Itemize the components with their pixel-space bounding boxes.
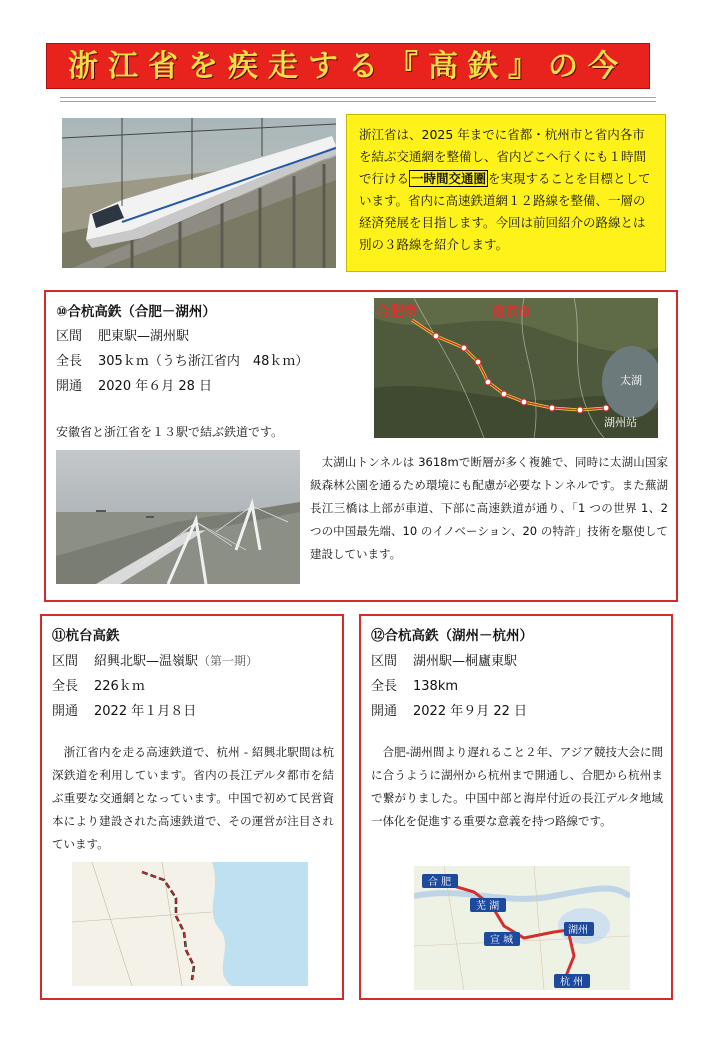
intro-keyword: 一時間交通圏 [411,171,487,186]
route-11-map [72,862,308,986]
value: 226ｋｍ [94,679,145,694]
map-label-hefei-city: 合肥市 [376,304,418,320]
intro-text-box [346,114,666,272]
route-12-open-row [371,700,527,719]
label: 全長 [56,354,83,369]
map-label-xuancheng: 宣 城 [490,935,514,946]
page-title: 浙江省を疾走する『高鉄』の今 [68,49,628,84]
label: 開通 [56,379,83,394]
route-11-length-row [52,675,145,694]
route-12-description: 合肥-湖州間より遅れること２年、アジア競技大会に間に合うように湖州から杭州まで開通し、合肥から杭州まで繋がりました。中国中部と海岸付近の長江デルタ地域一体化を促進する重要な意義を持つ路線です。 [371,745,663,828]
route-10-description: 太湖山トンネルは 3618mで断層が多く複雑で、同時に太湖山国家級森林公園を通るため環境にも配慮が必要なトンネルです。また蕪湖長江三橋は上部が車道、下部に高速鉄道が通り、「1 つの世界 1、2 つの中国最先端、10 のイノベーション、20 の特許」技術を駆使して建設しています。 [310,455,668,561]
route-10-length-row [56,350,308,369]
intro-text-cont: を実現することを目標としています。省内に高速鉄道網１２路線を整備、一層の経済発展を目指します。今回は前回紹介の路線とは別の３路線を紹介します。 [359,171,651,252]
label: 全長 [371,679,398,694]
map-label-hefei: 合 肥 [428,877,452,888]
route-12-title: ⑫合杭高鉄（湖州－杭州） [371,628,533,644]
value: 2022 年９月 22 日 [413,704,528,719]
route-10-open-row [56,375,212,394]
label: 区間 [52,654,79,669]
map-label-huzhou: 湖州 [568,925,588,936]
divider-line [60,101,656,102]
bridge-photo [56,450,300,584]
route-10-title: ⑩合杭高鉄（合肥－湖州） [56,304,216,320]
label: 全長 [52,679,79,694]
divider-line [60,97,656,98]
route-12-map [414,866,630,990]
route-11-section-row [52,650,258,669]
label: 開通 [52,704,79,719]
map-label-nanjing-city: 南京市 [492,305,532,320]
map-label-wuhu: 芜 湖 [476,901,500,912]
value: 肥東駅—湖州駅 [98,329,190,344]
label: 区間 [56,329,83,344]
section-note: （第一期） [198,654,259,668]
label: 区間 [371,654,398,669]
value: 紹興北駅—温嶺駅 [94,654,199,669]
route-12-section-row [371,650,517,669]
route-11-description: 浙江省内を走る高速鉄道で、杭州 - 紹興北駅間は杭深鉄道を利用しています。省内の長江デルタ都市を結ぶ重要な交通網となっています。中国で初めて民営資本により建設された高速鉄道で、その運営が注目されています。 [52,745,334,851]
route-10-section-row [56,325,189,344]
route-12-length-row [371,675,458,694]
value: 305ｋｍ（うち浙江省内 48ｋｍ） [98,354,309,369]
train-photo [62,118,336,268]
map-label-taihu: 太湖 [620,374,642,387]
map-label-hangzhou: 杭 州 [560,977,584,988]
intro-text: 浙江省は、2025 年までに省都・杭州市と省内各市を結ぶ交通網を整備し、省内どこへ行くにも１時間で行ける [359,127,647,186]
route-11-open-row [52,700,196,719]
label: 開通 [371,704,398,719]
value: 2020 年６月 28 日 [98,379,213,394]
value: 湖州駅—桐廬東駅 [413,654,518,669]
title-banner [46,43,650,89]
route-10-map [374,298,658,438]
map-label-huzhou-station: 湖州站 [604,416,637,429]
value: 2022 年１月８日 [94,704,197,719]
route-10-summary: 安徽省と浙江省を１３駅で結ぶ鉄道です。 [56,425,284,439]
route-11-title: ⑪杭台高鉄 [52,628,120,644]
value: 138km [413,679,459,694]
